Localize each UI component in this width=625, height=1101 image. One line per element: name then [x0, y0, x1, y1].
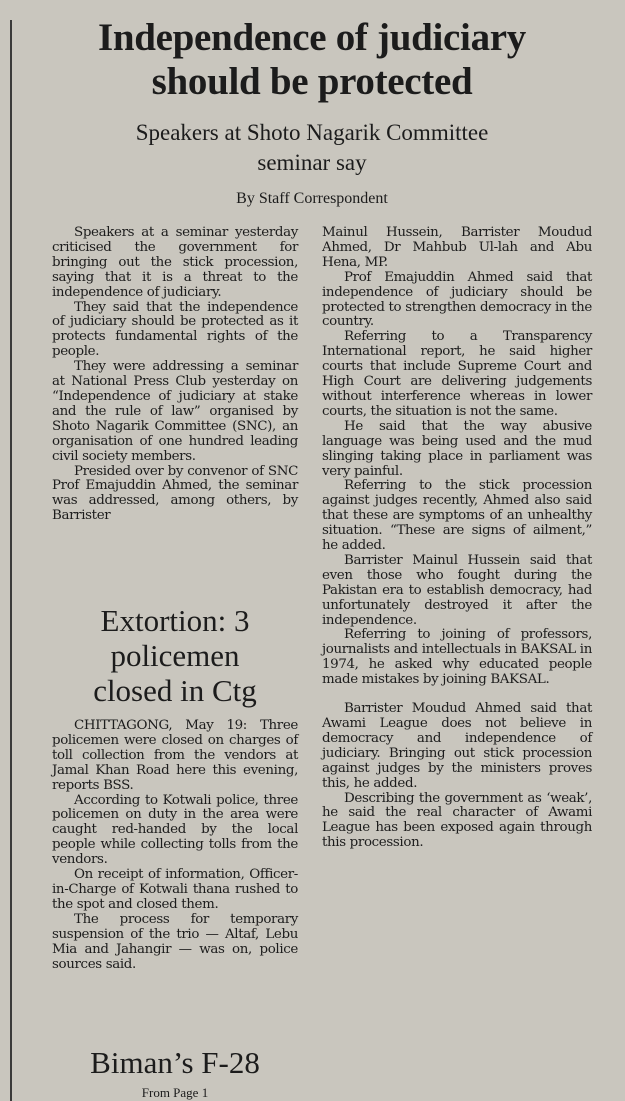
article-left-column	[52, 226, 298, 524]
article-paragraph: Barrister Mainul Hussein said that even those who fought during the Pakistan era to establish democracy, had unfortunately destroyed it after the independence.	[322, 552, 592, 628]
article-paragraph: Prof Emajuddin Ahmed said that independence of judiciary should be protected to strengthen democracy in the country.	[322, 269, 592, 330]
extortion-headline-line-1: Extortion: 3	[100, 603, 250, 638]
biman-headline: Biman’s F-28	[90, 1045, 260, 1080]
article-paragraph: Describing the government as ‘weak’, he said the real character of Awami League has been exposed again through this procession.	[322, 790, 592, 851]
deck-line-2: seminar say	[257, 150, 367, 175]
extortion-headline-line-3: closed in Ctg	[93, 673, 257, 708]
article-paragraph: Referring to joining of professors, journalists and intellectuals in BAKSAL in 1974, he asked why educated people made mistakes by joining BAKSAL.	[322, 627, 592, 688]
extortion-paragraph: The process for temporary suspension of the trio — Altaf, Lebu Mia and Jahangir — was on, police sources said.	[52, 911, 298, 972]
article-paragraph: Mainul Hussein, Barrister Moudud Ahmed, Dr Mahbub Ul-lah and Abu Hena, MP.	[322, 225, 592, 270]
from-page-label: From Page 1	[141, 1085, 209, 1100]
article-right-column	[322, 226, 592, 851]
article-paragraph: Presided over by convenor of SNC Prof Emajuddin Ahmed, the seminar was addressed, among others, by Barrister	[52, 463, 298, 524]
byline: By Staff Correspondent	[236, 190, 388, 207]
extortion-headline-line-2: policemen	[110, 638, 240, 673]
article-paragraph: Speakers at a seminar yesterday criticised the government for bringing out the stick procession, saying that it is a threat to the independence of judiciary.	[52, 225, 298, 300]
deck-line-1: Speakers at Shoto Nagarik Committee	[135, 120, 489, 145]
article-paragraph: Referring to the stick procession against judges recently, Ahmed also said that these are symptoms of an unhealthy situation. “These are signs of ailment,” he added.	[322, 478, 592, 554]
article-paragraph: Referring to a Transparency International report, he said higher courts that include Supreme Court and High Court are delivering judgements without interference whereas in lower courts, the situation is not the same.	[322, 329, 592, 419]
deck	[22, 118, 602, 178]
column-rule	[10, 20, 12, 1101]
article-paragraph: They were addressing a seminar at National Press Club yesterday on “Independence of judiciary at stake and the rule of law” organised by Shoto Nagarik Committee (SNC), an organisation of one hundred leading civil society members.	[52, 359, 298, 464]
headline	[22, 16, 602, 104]
extortion-headline	[52, 603, 298, 708]
extortion-body	[52, 719, 298, 972]
headline-line-1: Independence of judiciary	[97, 16, 526, 59]
article-paragraph: They said that the independence of judiciary should be protected as it protects fundamental rights of the people.	[52, 299, 298, 360]
extortion-paragraph: CHITTAGONG, May 19: Three policemen were closed on charges of toll collection from the vendors at Jamal Khan Road here this evening, reports BSS.	[52, 718, 298, 793]
extortion-paragraph: According to Kotwali police, three policemen on duty in the area were caught red-handed by the local people while collecting tolls from the vendors.	[52, 792, 298, 868]
article-paragraph: Barrister Moudud Ahmed said that Awami League does not believe in democracy and independence of judiciary. Bringing out stick procession against judges by the ministers proves this, he added.	[322, 701, 592, 791]
article-paragraph: He said that the way abusive language was being used and the mud slinging taking place in parliament was very painful.	[322, 418, 592, 479]
extortion-paragraph: On receipt of information, Officer-in-Charge of Kotwali thana rushed to the spot and closed them.	[52, 867, 298, 912]
headline-line-2: should be protected	[151, 60, 473, 103]
